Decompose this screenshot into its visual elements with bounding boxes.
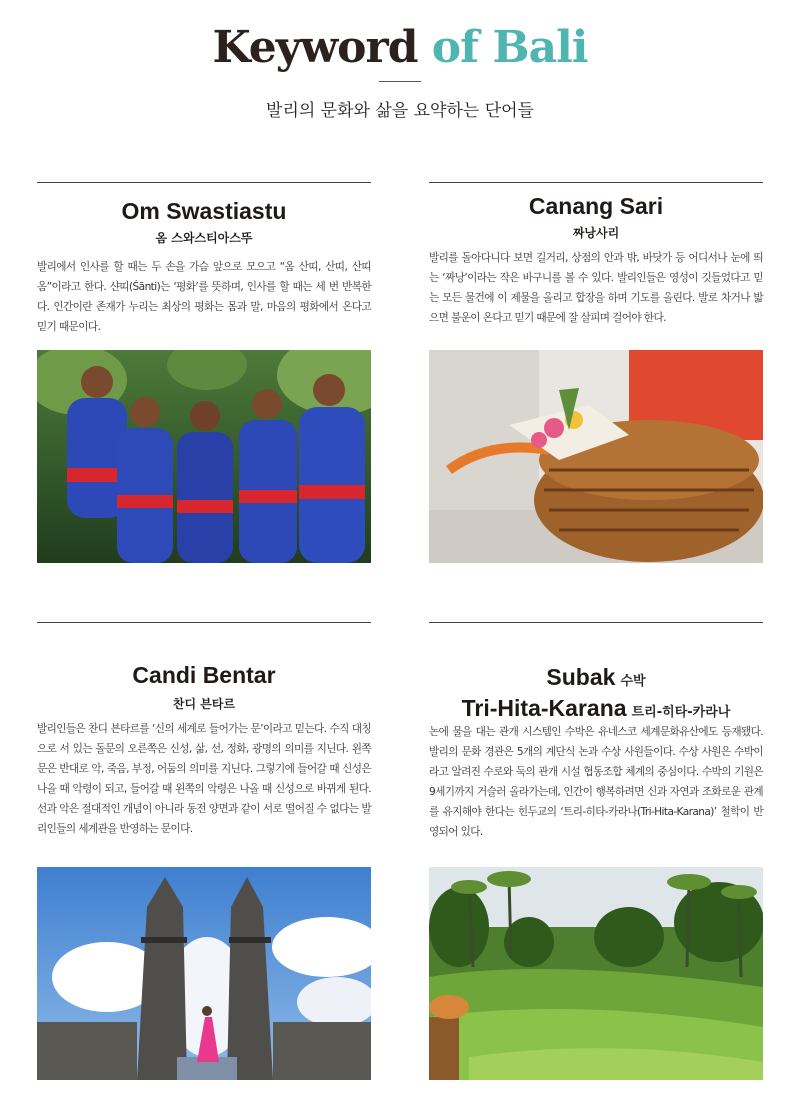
card-title-line-2 (429, 695, 763, 722)
photo-balinese-women-greeting (37, 350, 371, 563)
card-title: Om Swastiastu (121, 198, 287, 224)
card-title-line-1 (429, 664, 763, 691)
page-title (0, 22, 800, 73)
card-body: 발리에서 인사를 할 때는 두 손을 가슴 앞으로 모으고 “옴 산띠, 산띠, 산띠 옴”이라고 한다. 샨띠(Śānti)는 ‘평화’를 뜻하며, 인사를 할 때는 세 번 반복한다. 인간이란 존재가 누리는 최상의 평화는 몸과 말, 마음의 평화에서 온다고 믿기 때문이다. (37, 261, 371, 333)
keyword-card-canang-sari (429, 182, 763, 564)
photo-canang-sari-offering (429, 350, 763, 563)
card-title: Candi Bentar (132, 662, 276, 688)
card-body: 논에 물을 대는 관개 시스템인 수박은 유네스코 세계문화유산에도 등재됐다. 발리의 문화 경관은 5개의 계단식 논과 수상 사원들이다. 수상 사원은 수박이라고 알려진 수로와 둑의 관개 시설 협동조합 체계의 중심이다. 수박의 기원은 9세기까지 거슬러 올라가는데, 인간이 행복하려면 신과 자연과 조화로운 관계를 유지해야 한다는 힌두교의 ‘트리-히타-카라나(Tri-Hita-Karana)’ 철학이 반영되어 있다. (429, 726, 763, 838)
card-body: 발리인들은 찬디 븐타르를 ‘신의 세계로 들어가는 문’이라고 믿는다. 수직 대칭으로 서 있는 돌문의 오른쪽은 신성, 삶, 선, 정화, 광명의 의미를 지닌다. 왼쪽 문은 반대로 악, 죽음, 부정, 어둠의 의미를 지닌다. 그렇기에 들어갈 때 신성은 나올 때 악령이 되고, 들어갈 때 왼쪽의 악령은 나올 때 신성으로 바뀌게 된다. 선과 악은 절대적인 개념이 아니라 동전 양면과 같이 서로 떨어질 수 없다는 발리인들의 세계관을 반영하는 문이다. (37, 723, 371, 835)
card-divider (429, 622, 763, 623)
photo-rice-terraces (429, 867, 763, 1080)
card-korean-title: 수박 (620, 674, 646, 689)
card-korean-title: 짜낭사리 (572, 226, 620, 240)
keyword-card-candi-bentar (37, 622, 371, 1082)
title-keyword: Keyword (212, 22, 418, 73)
title-of-bali: of Bali (417, 22, 588, 73)
card-title: Canang Sari (528, 193, 664, 219)
card-divider (429, 182, 763, 183)
title-divider (379, 81, 421, 82)
card-korean-title: 옴 스와스티아스뚜 (155, 231, 253, 245)
card-title: Subak (546, 664, 616, 690)
photo-candi-bentar-gate (37, 867, 371, 1080)
card-divider (37, 182, 371, 183)
keyword-card-om-swastiastu (37, 182, 371, 564)
card-body: 발리를 돌아다니다 보면 길거리, 상점의 안과 밖, 바닷가 등 어디서나 눈에 띄는 ‘짜낭’이라는 작은 바구니를 볼 수 있다. 발리인들은 영성이 깃들었다고 믿는 모든 물건에 이 제물을 올리고 합장을 하며 기도를 올린다. 발로 차거나 밟으면 불운이 온다고 믿기 때문에 잘 살피며 걸어야 한다. (429, 252, 763, 324)
page-subtitle: 발리의 문화와 삶을 요약하는 단어들 (266, 101, 534, 121)
card-korean-subtitle: 트리-히타-카라나 (631, 705, 731, 720)
keyword-card-subak (429, 622, 763, 1082)
card-divider (37, 622, 371, 623)
card-subtitle: Tri-Hita-Karana (461, 695, 627, 721)
card-korean-title: 찬디 븐타르 (172, 697, 236, 711)
